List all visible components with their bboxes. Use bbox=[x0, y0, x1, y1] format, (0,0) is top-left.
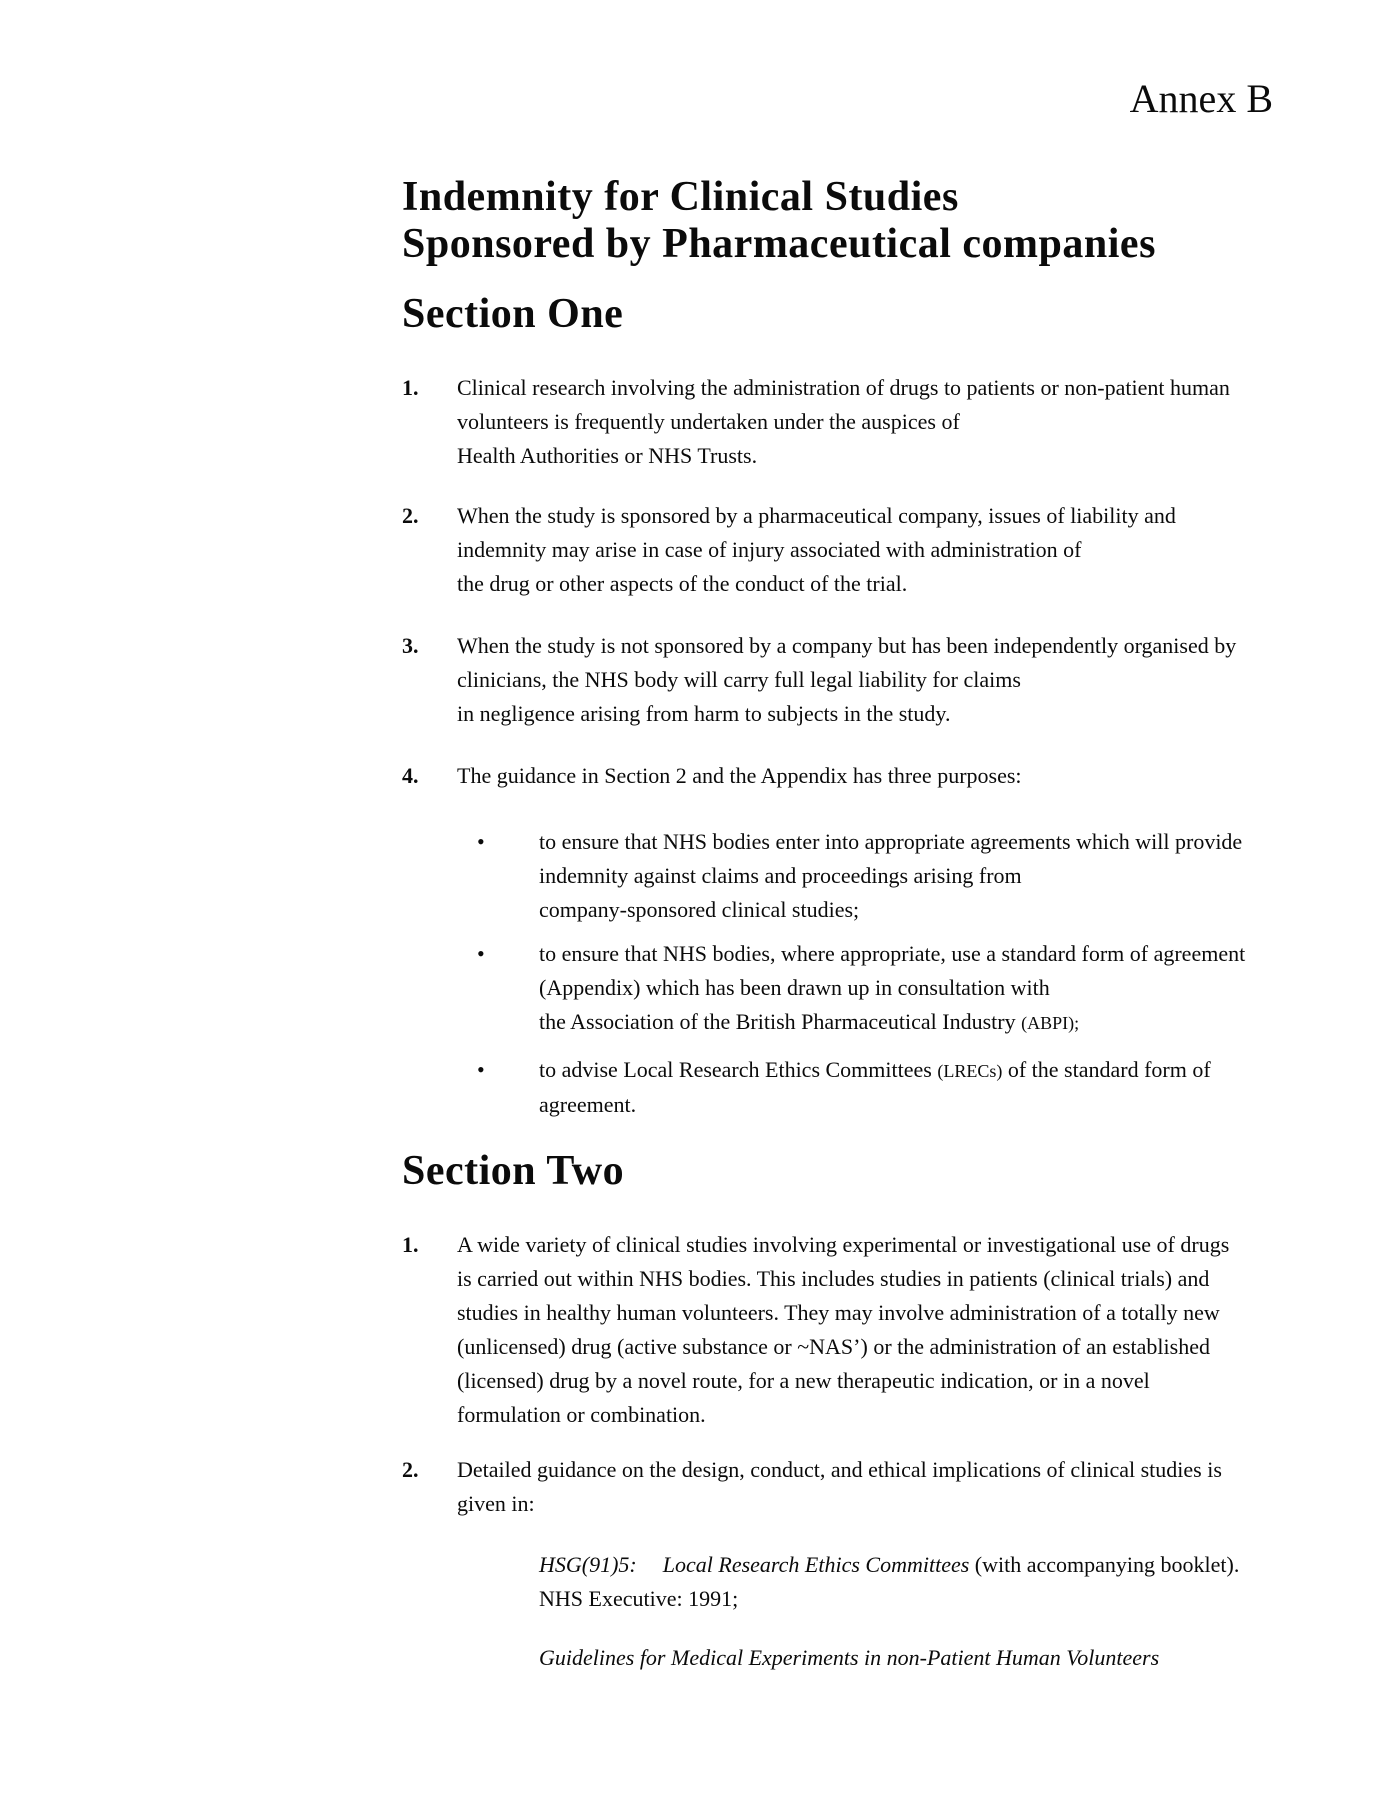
text-line: volunteers is frequently undertaken under the auspices of bbox=[457, 409, 960, 434]
bullet-item-text bbox=[539, 1053, 1211, 1122]
list-item bbox=[402, 629, 1390, 731]
text-line: When the study is sponsored by a pharmaceutical company, issues of liability and bbox=[457, 503, 1176, 528]
text-segment: the Association of the British Pharmaceutical Industry bbox=[539, 1009, 1022, 1034]
list-item bbox=[402, 371, 1390, 473]
text-line: to ensure that NHS bodies enter into appropriate agreements which will provide bbox=[539, 829, 1243, 854]
list-item-text bbox=[457, 629, 1236, 731]
document-title bbox=[402, 174, 1390, 268]
bullet-item bbox=[477, 937, 1390, 1040]
list-item-number: 2. bbox=[402, 1457, 419, 1482]
small-text-segment: (LRECs) bbox=[937, 1061, 1003, 1081]
text-line bbox=[539, 1053, 1211, 1088]
text-segment: (with accompanying booklet). bbox=[969, 1552, 1240, 1577]
bullet-icon: • bbox=[477, 829, 485, 854]
text-line: NHS Executive: 1991; bbox=[539, 1586, 739, 1611]
text-line: Health Authorities or NHS Trusts. bbox=[457, 443, 758, 468]
reference-citation bbox=[539, 1548, 1390, 1616]
text-line: is carried out within NHS bodies. This includes studies in patients (clinical trials) and bbox=[457, 1266, 1210, 1291]
reference-citation bbox=[539, 1641, 1390, 1675]
list-item bbox=[402, 1453, 1390, 1521]
list-item bbox=[402, 759, 1390, 793]
list-item bbox=[402, 1228, 1390, 1432]
text-line: clinicians, the NHS body will carry full legal liability for claims bbox=[457, 667, 1021, 692]
list-item-number: 2. bbox=[402, 503, 419, 528]
list-item-number: 4. bbox=[402, 763, 419, 788]
text-line bbox=[539, 1548, 1390, 1582]
text-line: formulation or combination. bbox=[457, 1402, 706, 1427]
bullet-item-text bbox=[539, 937, 1245, 1040]
text-line: company-sponsored clinical studies; bbox=[539, 897, 860, 922]
bullet-item-text bbox=[539, 825, 1242, 927]
text-line: agreement. bbox=[539, 1092, 637, 1117]
text-line: Detailed guidance on the design, conduct, and ethical implications of clinical studies is bbox=[457, 1457, 1222, 1482]
bullet-item bbox=[477, 825, 1390, 927]
list-item bbox=[402, 499, 1390, 601]
text-line: When the study is not sponsored by a company but has been independently organised by bbox=[457, 633, 1237, 658]
list-item-text bbox=[457, 759, 1022, 793]
text-line: (licensed) drug by a novel route, for a new therapeutic indication, or in a novel bbox=[457, 1368, 1150, 1393]
text-line: to ensure that NHS bodies, where appropriate, use a standard form of agreement bbox=[539, 941, 1246, 966]
document-title-line: Indemnity for Clinical Studies bbox=[402, 174, 959, 220]
text-line bbox=[539, 1005, 1245, 1040]
text-line: studies in healthy human volunteers. They may involve administration of a totally new bbox=[457, 1300, 1220, 1325]
reference-title: Guidelines for Medical Experiments in non-Patient Human Volunteers bbox=[539, 1645, 1160, 1670]
section-two-heading: Section Two bbox=[402, 1148, 625, 1194]
text-line: (Appendix) which has been drawn up in consultation with bbox=[539, 975, 1050, 1000]
list-item-number: 1. bbox=[402, 1232, 419, 1257]
text-line: The guidance in Section 2 and the Appendix has three purposes: bbox=[457, 763, 1022, 788]
text-line: A wide variety of clinical studies involving experimental or investigational use of drugs bbox=[457, 1232, 1230, 1257]
list-item-text bbox=[457, 499, 1176, 601]
text-segment: of the standard form of bbox=[1002, 1057, 1211, 1082]
bullet-icon: • bbox=[477, 941, 485, 966]
bullet-item bbox=[477, 1053, 1390, 1122]
text-line: indemnity against claims and proceedings arising from bbox=[539, 863, 1022, 888]
list-item-number: 1. bbox=[402, 375, 419, 400]
list-item-text bbox=[457, 1453, 1222, 1521]
text-line: the drug or other aspects of the conduct of the trial. bbox=[457, 571, 908, 596]
list-item-text bbox=[457, 1228, 1229, 1432]
text-line: indemnity may arise in case of injury associated with administration of bbox=[457, 537, 1082, 562]
text-line: in negligence arising from harm to subjects in the study. bbox=[457, 701, 951, 726]
text-line: given in: bbox=[457, 1491, 535, 1516]
list-item-number: 3. bbox=[402, 633, 419, 658]
reference-title: Local Research Ethics Committees bbox=[662, 1552, 970, 1577]
annex-label: Annex B bbox=[1129, 76, 1273, 121]
text-line: (unlicensed) drug (active substance or ~NAS’) or the administration of an established bbox=[457, 1334, 1210, 1359]
text-segment: to advise Local Research Ethics Committees bbox=[539, 1057, 938, 1082]
text-line: Clinical research involving the administration of drugs to patients or non-patient human bbox=[457, 375, 1230, 400]
list-item-text bbox=[457, 371, 1230, 473]
bullet-icon: • bbox=[477, 1057, 485, 1082]
section-one-heading: Section One bbox=[402, 291, 624, 337]
reference-label: HSG(91)5: bbox=[539, 1552, 637, 1577]
document-title-line: Sponsored by Pharmaceutical companies bbox=[402, 221, 1156, 267]
small-text-segment: (ABPI); bbox=[1021, 1013, 1080, 1033]
